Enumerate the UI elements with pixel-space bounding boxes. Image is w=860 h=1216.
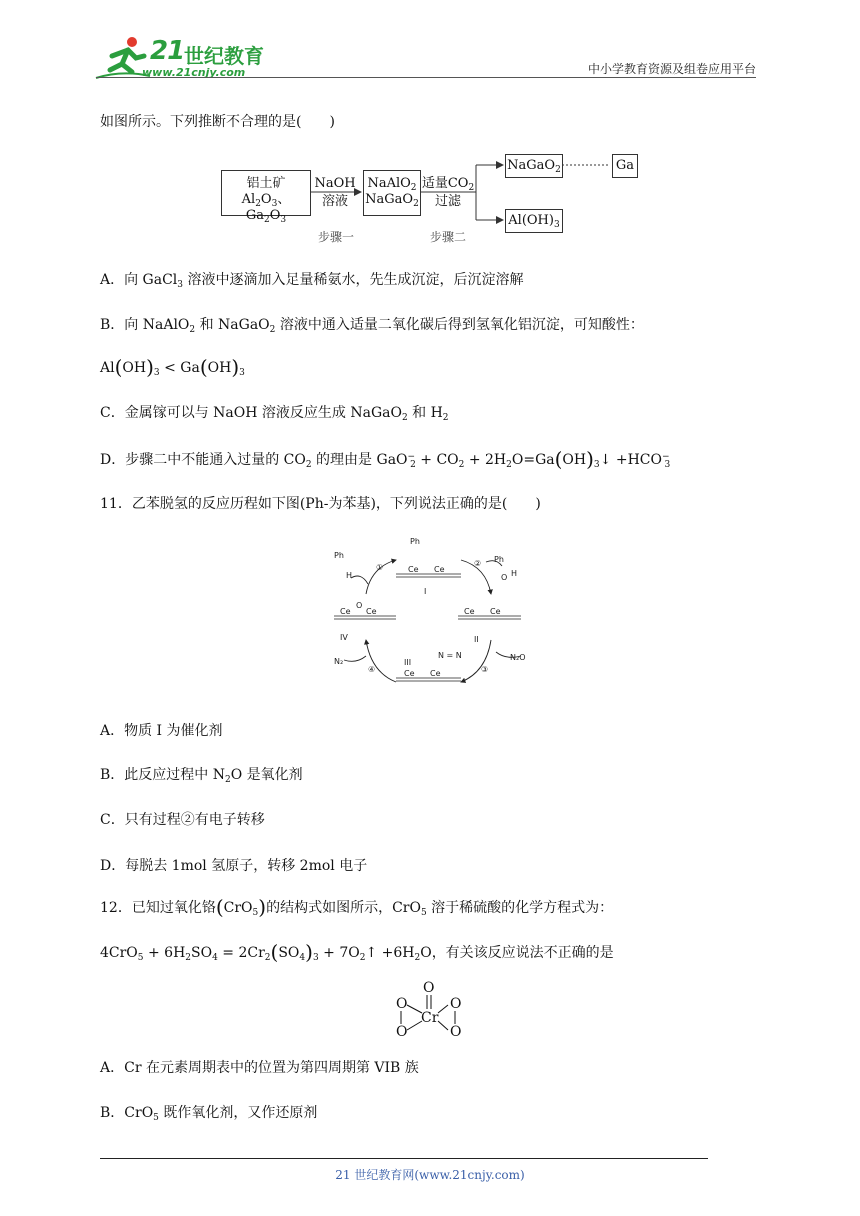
- flow-arrow2-bottom: 过滤: [434, 194, 461, 209]
- q12-stem: 12．已知过氧化铬(CrO$_5$)的结构式如图所示，CrO$_5$ 溶于稀硫酸的化学方程式为：: [100, 895, 614, 919]
- step-1-label: ①: [376, 563, 384, 572]
- n2-label: N₂: [334, 657, 344, 666]
- platform-name: 中小学教育资源及组卷应用平台: [587, 62, 756, 76]
- logo-text: 世纪教育: [184, 44, 264, 68]
- q10-option-a: A．向 GaCl$_3$ 溶液中逐滴加入足量稀氨水，先生成沉淀，后沉淀溶解: [100, 272, 524, 290]
- q11-option-a: A．物质 I 为催化剂: [100, 723, 223, 739]
- ce-label-II-a: Ce: [464, 607, 475, 616]
- species-IV-label: IV: [340, 633, 348, 642]
- ph-top-label: Ph: [410, 537, 420, 546]
- q10-option-b-acidity: $Al(OH)_3 < Ga(OH)_3$: [100, 355, 245, 379]
- ce-label-IV-a: Ce: [340, 607, 351, 616]
- atom-o-top: O: [423, 980, 435, 996]
- q10-option-d: D．步骤二中不能通入过量的 $CO_2$ 的理由是 $GaO^-_2 + CO_2$ + $2H_2O=Ga(OH)_3↓ +HCO^-_3$: [100, 447, 671, 471]
- h-label-right: H: [511, 569, 518, 578]
- ce-label-III-a: Ce: [404, 669, 415, 678]
- flow-box-nagao2: NaGaO$_2$: [365, 192, 419, 209]
- step-2-label: ②: [474, 559, 482, 568]
- flow-step2: 步骤二: [430, 230, 467, 244]
- flow-box-aloh3: $Al(OH)_3$: [505, 209, 563, 233]
- q11-option-b: B．此反应过程中 $N_2O$ 是氧化剂: [100, 767, 303, 785]
- footer-link[interactable]: 21 世纪教育网(www.21cnjy.com): [335, 1168, 525, 1182]
- cycle-arrow-3: [461, 640, 491, 682]
- atom-cr: Cr: [421, 1010, 439, 1026]
- species-III-label: III: [404, 658, 412, 667]
- cycle-arrow-4: [366, 640, 396, 682]
- q12-option-a: A．Cr 在元素周期表中的位置为第四周期第 VIB 族: [100, 1060, 419, 1076]
- flow-arrows: [300, 150, 640, 240]
- h-label-left: H: [346, 571, 353, 580]
- flow-box-ga: Ga: [612, 154, 638, 178]
- flow-arrow1-top: NaOH: [314, 176, 356, 191]
- q11-option-c: C．只有过程②有电子转移: [100, 812, 265, 828]
- flow-arrow1-bottom: 溶液: [321, 194, 348, 209]
- ce-label-III-b: Ce: [430, 669, 441, 678]
- ce-label-IV-b: Ce: [366, 607, 377, 616]
- ce-label-I-a: Ce: [408, 565, 419, 574]
- flow-step1: 步骤一: [318, 230, 355, 244]
- footer-divider: [100, 1158, 708, 1159]
- atom-o-ul: O: [396, 996, 408, 1012]
- q12-option-b: B．CrO$_5$ 既作氧化剂，又作还原剂: [100, 1105, 318, 1123]
- ce-label-II-b: Ce: [490, 607, 501, 616]
- ce-label-I-b: Ce: [434, 565, 445, 574]
- atom-o-ll-right: O: [450, 1024, 462, 1040]
- species-II-label: II: [474, 635, 479, 644]
- step-4-label: ④: [368, 665, 376, 674]
- q10-option-c: C．金属镓可以与 NaOH 溶液反应生成 NaGaO$_2$ 和 $H_2$: [100, 405, 449, 423]
- flow-box-nagao2-filtrate: NaGaO$_2$: [505, 154, 563, 178]
- cro5-structure: [390, 978, 470, 1044]
- q11-reaction-cycle: [326, 532, 536, 698]
- flow-box-bauxite-formula: $Al_2O_3$、$Ga_2O_3$: [241, 192, 291, 225]
- ph-left-label: Ph: [334, 551, 344, 560]
- q11-option-d: D．每脱去 1mol 氢原子，转移 2mol 电子: [100, 858, 368, 874]
- flow-box-bauxite-title: 铝土矿: [246, 176, 286, 191]
- q10-intro: 如图所示。下列推断不合理的是( ): [100, 114, 335, 130]
- flow-box-naalo2: NaAlO$_2$: [367, 176, 417, 193]
- logo-number: 21: [150, 36, 185, 66]
- header-divider: [96, 77, 756, 78]
- nn-label: N = N: [438, 651, 462, 660]
- logo-url: www.21cnjy.com: [142, 66, 246, 79]
- n2o-label: N₂O: [510, 653, 526, 662]
- species-I-label: I: [424, 587, 427, 596]
- water-o-label: O: [501, 573, 508, 582]
- flow-arrow2-top: 适量$CO_2$: [421, 176, 475, 193]
- q12-equation: $4CrO_5 + 6H_2SO_4 = 2Cr_2(SO_4)_3$ + $7O_2↑ +6H_2O$，有关该反应说法不正确的是: [100, 940, 614, 964]
- site-logo: [92, 34, 272, 82]
- atom-o-ur: O: [450, 996, 462, 1012]
- surface-o-label: O: [356, 601, 363, 610]
- flow-box-bauxite: [221, 170, 311, 225]
- q10-option-b: B．向 NaAlO$_2$ 和 NaGaO$_2$ 溶液中通入适量二氧化碳后得到氢氧化铝沉淀，可知酸性：: [100, 317, 644, 335]
- atom-o-ll: O: [396, 1024, 408, 1040]
- step-3-label: ③: [481, 665, 489, 674]
- ph-right-label: Ph: [494, 555, 504, 564]
- q11-stem: 11．乙苯脱氢的反应历程如下图(Ph-为苯基)，下列说法正确的是( ): [100, 496, 541, 512]
